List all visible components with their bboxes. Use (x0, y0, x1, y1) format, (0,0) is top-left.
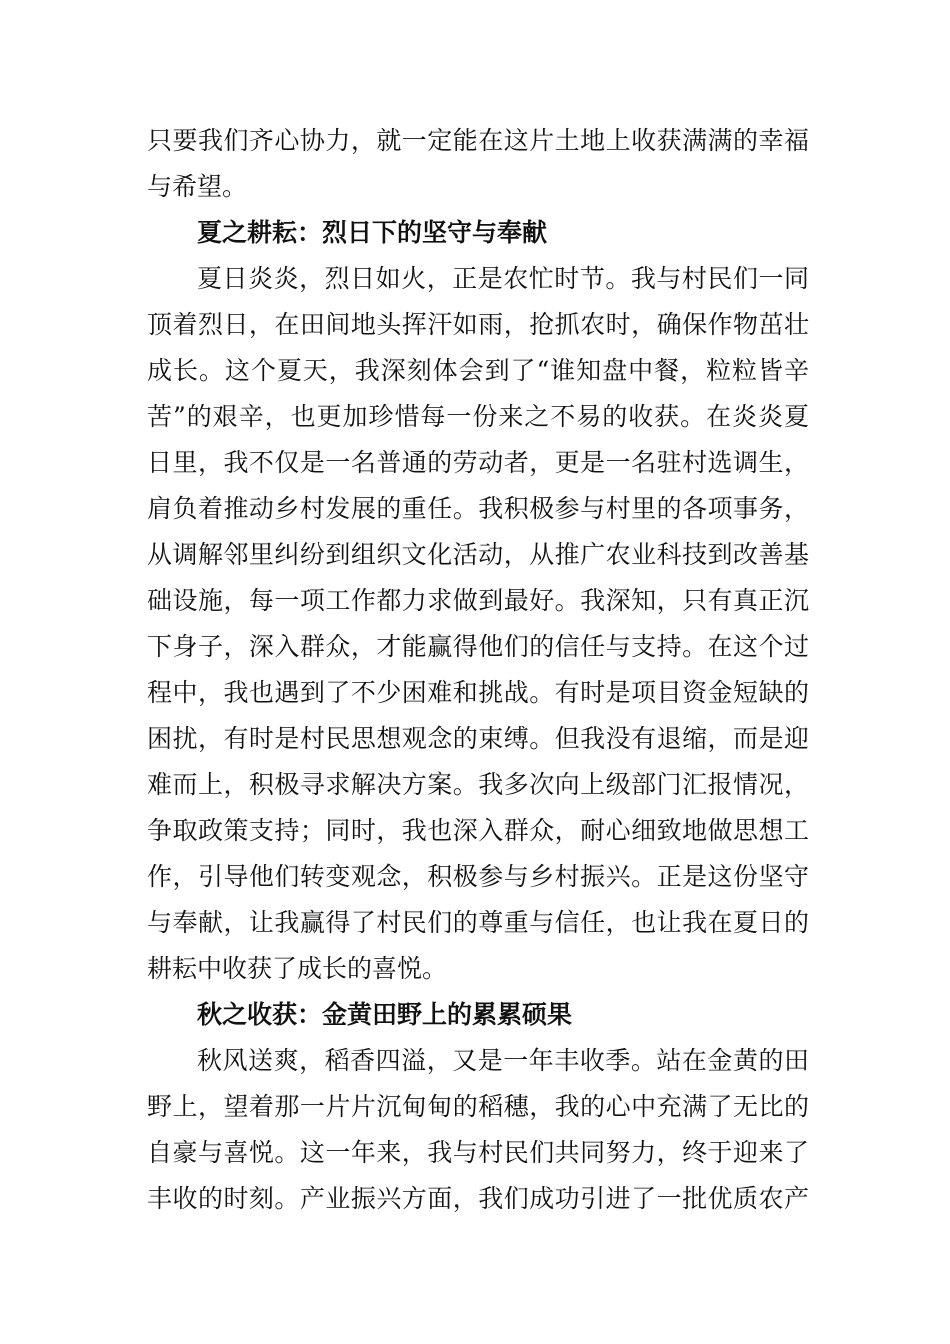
autumn-paragraph-line: 野上，望着那一片片沉甸甸的稻穗，我的心中充满了无比的 (147, 1092, 809, 1121)
summer-paragraph-line: 难而上，积极寻求解决方案。我多次向上级部门汇报情况， (147, 770, 809, 799)
summer-paragraph-line: 肩负着推动乡村发展的重任。我积极参与村里的各项事务， (147, 494, 809, 523)
summer-paragraph-line: 下身子，深入群众，才能赢得他们的信任与支持。在这个过 (147, 632, 809, 661)
summer-paragraph-line: 础设施，每一项工作都力求做到最好。我深知，只有真正沉 (147, 586, 809, 615)
summer-paragraph-line: 困扰，有时是村民思想观念的束缚。但我没有退缩，而是迎 (147, 724, 809, 753)
autumn-paragraph-line: 秋风送爽，稻香四溢，又是一年丰收季。站在金黄的田 (197, 1046, 809, 1075)
summer-paragraph-line: 夏日炎炎，烈日如火，正是农忙时节。我与村民们一同 (197, 264, 809, 293)
summer-paragraph-line: 耕耘中收获了成长的喜悦。 (147, 954, 448, 983)
autumn-paragraph-line: 丰收的时刻。产业振兴方面，我们成功引进了一批优质农产 (147, 1184, 809, 1213)
summer-paragraph-line: 日里，我不仅是一名普通的劳动者，更是一名驻村选调生， (147, 448, 809, 477)
intro-line: 与希望。 (147, 172, 248, 201)
summer-paragraph-line: 从调解邻里纠纷到组织文化活动，从推广农业科技到改善基 (147, 540, 809, 569)
summer-paragraph-line: 争取政策支持；同时，我也深入群众，耐心细致地做思想工 (147, 816, 809, 845)
document-body (147, 118, 809, 1222)
summer-paragraph-line: 成长。这个夏天，我深刻体会到了“谁知盘中餐，粒粒皆辛 (147, 356, 809, 385)
autumn-paragraph-line: 自豪与喜悦。这一年来，我与村民们共同努力，终于迎来了 (147, 1138, 809, 1167)
section-heading-summer: 夏之耕耘：烈日下的坚守与奉献 (197, 218, 548, 247)
summer-paragraph-line: 苦”的艰辛，也更加珍惜每一份来之不易的收获。在炎炎夏 (147, 402, 809, 431)
summer-paragraph-line: 与奉献，让我赢得了村民们的尊重与信任，也让我在夏日的 (147, 908, 809, 937)
summer-paragraph-line: 顶着烈日，在田间地头挥汗如雨，抢抓农时，确保作物茁壮 (147, 310, 809, 339)
section-heading-autumn: 秋之收获：金黄田野上的累累硕果 (197, 1000, 573, 1029)
summer-paragraph-line: 程中，我也遇到了不少困难和挑战。有时是项目资金短缺的 (147, 678, 809, 707)
summer-paragraph-line: 作，引导他们转变观念，积极参与乡村振兴。正是这份坚守 (147, 862, 809, 891)
intro-line: 只要我们齐心协力，就一定能在这片土地上收获满满的幸福 (147, 126, 809, 155)
